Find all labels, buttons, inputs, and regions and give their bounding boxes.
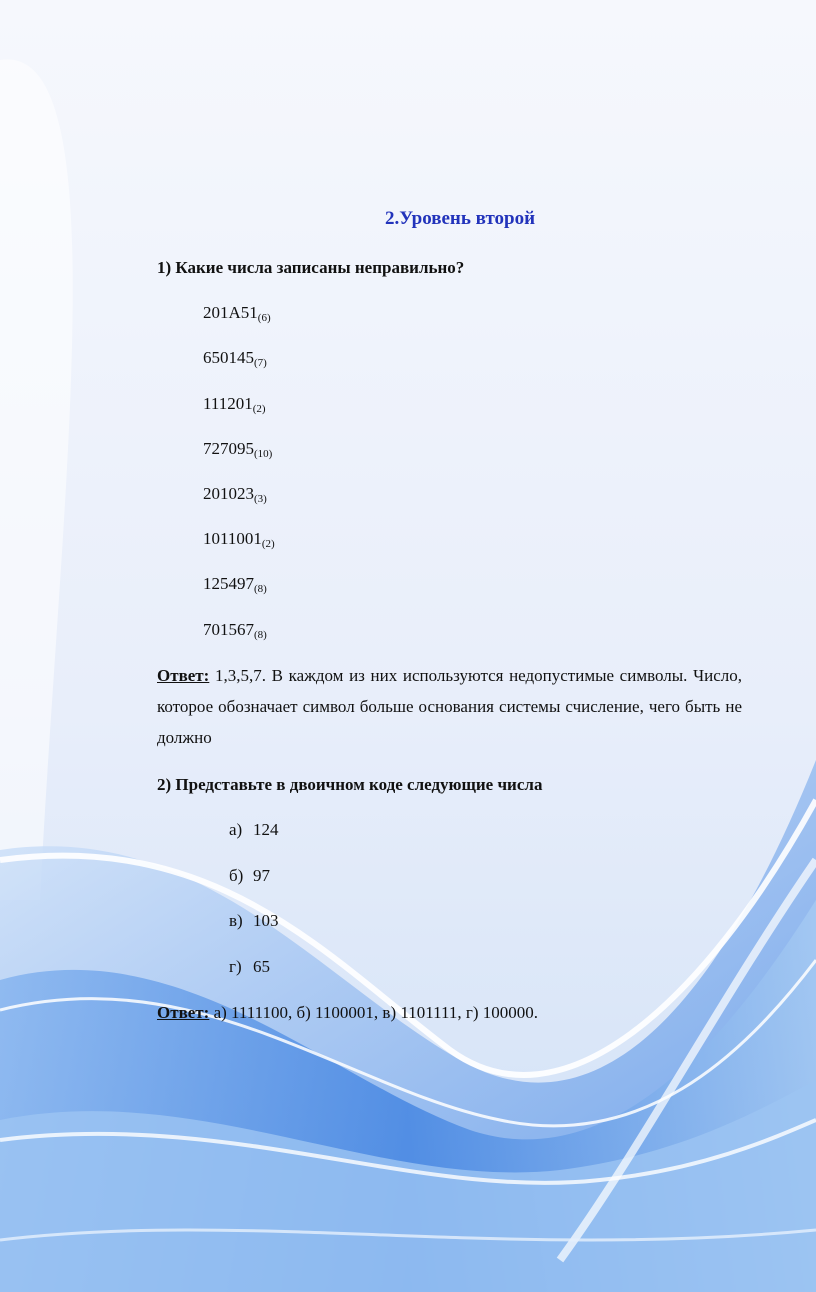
number-item: $701567_{(8)}$ bbox=[203, 620, 267, 641]
number-item: $1011001_{(2)}$ bbox=[203, 529, 275, 550]
option-item: в) 103 bbox=[229, 911, 279, 930]
option-item: г) 65 bbox=[229, 957, 270, 976]
question-1: 1) Какие числа записаны неправильно? bbox=[157, 258, 465, 277]
answer-text: 1,3,5,7. В каждом из них используются недопустимые символы. Число, которое обозначает символ больше основания системы счисление, чего быть не должно bbox=[157, 666, 742, 747]
question-2: 2) Представьте в двоичном коде следующие числа bbox=[157, 775, 543, 794]
number-item: $125497_{(8)}$ bbox=[203, 574, 267, 595]
number-item: $727095_{(10)}$ bbox=[203, 439, 273, 460]
section-heading: 2.Уровень второй bbox=[385, 208, 536, 229]
number-item: $650145_{(7)}$ bbox=[203, 348, 267, 369]
answer-label: Ответ: bbox=[157, 666, 210, 685]
option-item: б) 97 bbox=[229, 866, 270, 885]
number-item: $201A51_{(6)}$ bbox=[203, 303, 271, 324]
number-item: $201023_{(3)}$ bbox=[203, 484, 267, 505]
answer-label: Ответ: bbox=[157, 1003, 210, 1022]
answer-1 bbox=[157, 660, 742, 753]
answer-2 bbox=[157, 1003, 538, 1023]
answer-text: а) 1111100, б) 1100001, в) 1101111, г) 100000. bbox=[209, 1003, 538, 1022]
number-item: $111201_{(2)}$ bbox=[203, 394, 266, 415]
option-item: а) 124 bbox=[229, 820, 279, 839]
